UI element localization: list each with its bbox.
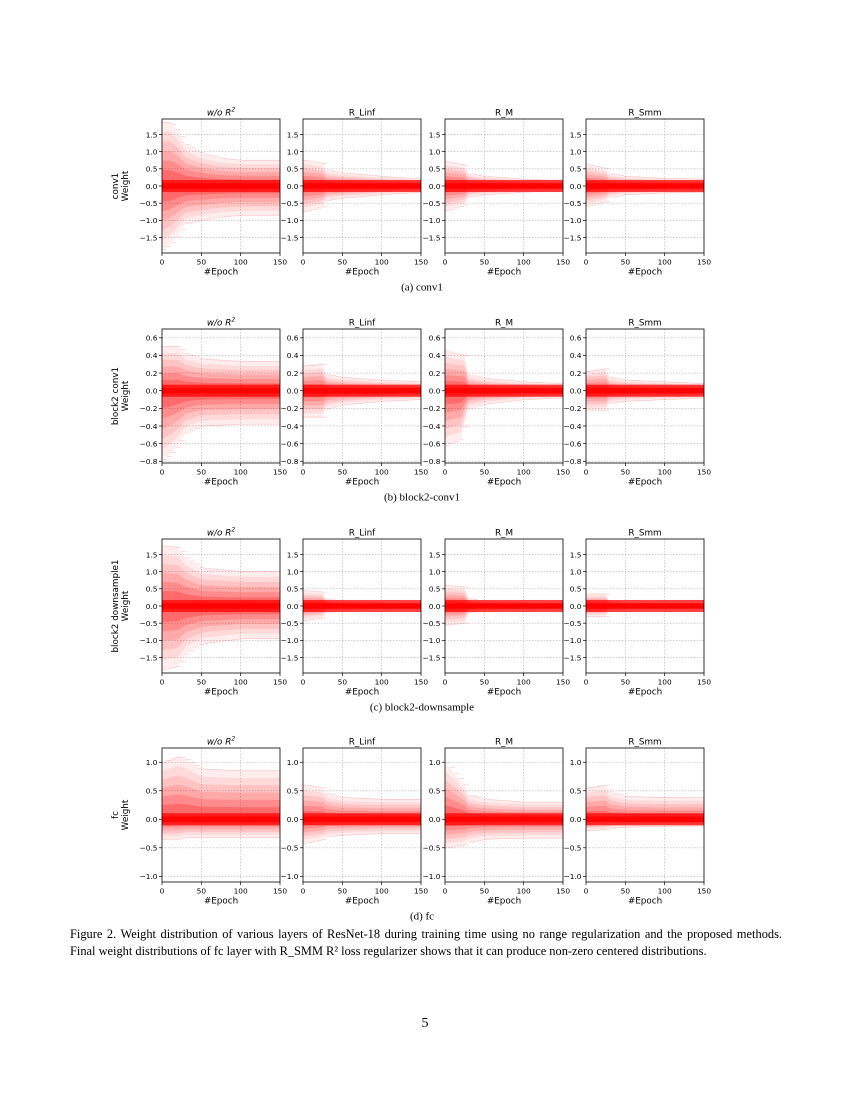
y-tick-label: −1.5 — [563, 233, 582, 243]
panel-block2-downsample-3 — [564, 529, 712, 698]
row-ylabel-line: block2 downsample1 — [111, 559, 121, 653]
subfigure-caption: (b) block2-conv1 — [383, 491, 461, 504]
x-axis-label: #Epoch — [344, 267, 380, 278]
panel-title: w/o $R^2$ — [206, 526, 236, 539]
y-tick-label: −1.5 — [280, 233, 299, 243]
x-tick-label: 100 — [233, 886, 248, 896]
y-tick-label: 0.0 — [286, 181, 299, 191]
y-tick-label: 0.0 — [145, 601, 158, 611]
panel-title: R_M — [494, 737, 514, 748]
panel-title: R_Smm — [628, 108, 662, 119]
x-tick-label: 0 — [159, 886, 165, 896]
x-tick-label: 100 — [374, 467, 389, 477]
x-tick-label: 50 — [196, 677, 207, 687]
y-tick-label: 1.0 — [428, 758, 441, 768]
y-tick-label: 0.0 — [428, 181, 441, 191]
panel-title: R_Linf — [348, 318, 376, 329]
x-tick-label: 150 — [696, 467, 712, 477]
x-tick-label: 150 — [555, 886, 571, 896]
x-tick-label: 100 — [657, 257, 672, 267]
x-tick-label: 50 — [337, 677, 348, 687]
x-tick-label: 0 — [159, 257, 165, 267]
y-tick-label: 1.5 — [145, 130, 158, 140]
x-tick-label: 100 — [374, 886, 389, 896]
y-tick-label: 0.5 — [286, 786, 299, 796]
weight-core-inner — [162, 183, 280, 188]
panel-title: R_M — [494, 528, 514, 539]
x-axis-label: #Epoch — [203, 687, 239, 698]
y-tick-label: 0.4 — [428, 351, 441, 361]
panel-title: R_Smm — [628, 318, 662, 329]
x-tick-label: 0 — [583, 467, 589, 477]
y-tick-label: 0.2 — [428, 368, 441, 378]
y-tick-label: 0.6 — [286, 333, 299, 343]
x-axis-label: #Epoch — [486, 267, 522, 278]
x-tick-label: 150 — [555, 677, 571, 687]
y-tick-label: −0.8 — [139, 457, 158, 467]
x-tick-label: 150 — [555, 467, 571, 477]
x-tick-label: 150 — [696, 677, 712, 687]
y-tick-label: 0.2 — [569, 368, 582, 378]
y-tick-label: 1.5 — [145, 550, 158, 560]
y-tick-label: 1.5 — [286, 130, 299, 140]
x-tick-label: 150 — [272, 677, 288, 687]
panel-title: R_M — [494, 108, 514, 119]
y-tick-label: 1.5 — [286, 550, 299, 560]
weight-core-inner — [586, 183, 704, 188]
x-tick-label: 50 — [620, 677, 631, 687]
x-tick-label: 50 — [479, 886, 490, 896]
y-tick-label: −1.5 — [422, 233, 441, 243]
panel-title: R_Linf — [348, 108, 376, 119]
x-tick-label: 100 — [374, 257, 389, 267]
y-tick-label: 0.0 — [286, 601, 299, 611]
y-tick-label: −1.0 — [280, 636, 299, 646]
y-tick-label: 0.0 — [569, 815, 582, 825]
y-tick-label: 0.5 — [428, 584, 441, 594]
y-tick-label: −1.0 — [422, 872, 441, 882]
x-tick-label: 150 — [272, 886, 288, 896]
x-axis-label: #Epoch — [486, 477, 522, 488]
panel-conv1-1 — [281, 109, 429, 278]
y-tick-label: −1.5 — [139, 653, 158, 663]
y-tick-label: 1.0 — [569, 147, 582, 157]
x-tick-label: 50 — [479, 467, 490, 477]
x-tick-label: 100 — [374, 677, 389, 687]
weight-core-inner — [303, 388, 421, 393]
panel-block2-conv1-0 — [140, 317, 288, 488]
weight-core-inner — [303, 817, 421, 822]
y-tick-label: 1.5 — [428, 550, 441, 560]
x-tick-label: 0 — [442, 677, 448, 687]
y-tick-label: 0.5 — [569, 584, 582, 594]
y-tick-label: −0.8 — [563, 457, 582, 467]
panel-title: w/o $R^2$ — [206, 735, 236, 748]
x-tick-label: 0 — [159, 677, 165, 687]
panel-fc-0 — [140, 736, 288, 907]
y-tick-label: 0.0 — [428, 386, 441, 396]
x-tick-label: 150 — [272, 257, 288, 267]
x-tick-label: 0 — [442, 467, 448, 477]
x-tick-label: 50 — [620, 886, 631, 896]
x-axis-label: #Epoch — [627, 477, 663, 488]
y-tick-label: −0.5 — [422, 198, 441, 208]
y-tick-label: 0.4 — [286, 351, 299, 361]
y-tick-label: 0.0 — [145, 181, 158, 191]
y-tick-label: −1.0 — [422, 216, 441, 226]
weight-core-inner — [303, 183, 421, 188]
x-tick-label: 0 — [442, 257, 448, 267]
weight-core-inner — [586, 388, 704, 393]
panel-title: R_Linf — [348, 737, 376, 748]
row-ylabel-line: Weight — [121, 590, 131, 622]
y-tick-label: −0.5 — [139, 618, 158, 628]
panel-block2-downsample-0 — [140, 527, 288, 698]
subfigure-caption: (c) block2-downsample — [369, 701, 475, 714]
x-tick-label: 50 — [196, 467, 207, 477]
x-axis-label: #Epoch — [627, 687, 663, 698]
y-tick-label: 1.0 — [145, 147, 158, 157]
x-tick-label: 100 — [657, 886, 672, 896]
y-tick-label: 0.2 — [145, 368, 158, 378]
y-tick-label: 1.0 — [569, 567, 582, 577]
y-tick-label: 1.0 — [569, 758, 582, 768]
figure-caption: Figure 2. Weight distribution of various layers of ResNet-18 during training time using no range regularization and the proposed methods. Final weight distributions of fc layer with R_SMM R² loss regularizer shows that it can produce non-zero centered distributions. — [70, 927, 782, 958]
panel-fc-3 — [564, 738, 712, 907]
y-tick-label: 0.0 — [569, 181, 582, 191]
y-tick-label: 0.4 — [569, 351, 582, 361]
panel-title: R_Linf — [348, 528, 376, 539]
x-tick-label: 50 — [196, 886, 207, 896]
y-tick-label: 1.0 — [428, 567, 441, 577]
x-axis-label: #Epoch — [203, 267, 239, 278]
y-tick-label: −0.5 — [280, 198, 299, 208]
panel-title: R_M — [494, 318, 514, 329]
y-tick-label: −1.0 — [563, 872, 582, 882]
x-tick-label: 0 — [159, 467, 165, 477]
panel-fc-1 — [281, 738, 429, 907]
x-tick-label: 100 — [516, 257, 531, 267]
y-tick-label: 0.5 — [145, 584, 158, 594]
y-tick-label: −0.5 — [280, 843, 299, 853]
x-tick-label: 150 — [555, 257, 571, 267]
weight-core-inner — [162, 603, 280, 608]
y-tick-label: 1.5 — [428, 130, 441, 140]
x-axis-label: #Epoch — [344, 896, 380, 907]
y-tick-label: −1.0 — [422, 636, 441, 646]
x-tick-label: 0 — [442, 886, 448, 896]
y-tick-label: −0.2 — [280, 404, 299, 414]
y-tick-label: −0.2 — [422, 404, 441, 414]
y-tick-label: −0.4 — [139, 421, 158, 431]
y-tick-label: −0.2 — [563, 404, 582, 414]
y-tick-label: −0.5 — [563, 198, 582, 208]
y-tick-label: 0.6 — [145, 333, 158, 343]
figure-row-fc — [111, 736, 711, 923]
weight-core-inner — [586, 603, 704, 608]
y-tick-label: 0.5 — [145, 786, 158, 796]
y-tick-label: 0.4 — [145, 351, 158, 361]
y-tick-label: −1.0 — [280, 872, 299, 882]
subfigure-caption: (a) conv1 — [401, 281, 443, 294]
x-tick-label: 0 — [583, 886, 589, 896]
y-tick-label: 0.0 — [145, 815, 158, 825]
x-axis-label: #Epoch — [627, 896, 663, 907]
x-axis-label: #Epoch — [627, 267, 663, 278]
panel-block2-downsample-1 — [281, 529, 429, 698]
y-tick-label: 0.0 — [428, 815, 441, 825]
x-axis-label: #Epoch — [203, 477, 239, 488]
x-tick-label: 0 — [300, 886, 306, 896]
panel-title: w/o $R^2$ — [206, 106, 236, 119]
panel-conv1-3 — [564, 109, 712, 278]
y-tick-label: −0.5 — [280, 618, 299, 628]
y-tick-label: −1.5 — [280, 653, 299, 663]
y-tick-label: −0.6 — [422, 439, 441, 449]
figure-row-block2-conv1 — [111, 317, 711, 504]
row-ylabel-line: Weight — [121, 799, 131, 831]
y-tick-label: 0.5 — [428, 164, 441, 174]
y-tick-label: −0.5 — [139, 843, 158, 853]
x-axis-label: #Epoch — [344, 687, 380, 698]
weight-core-inner — [586, 817, 704, 822]
x-tick-label: 100 — [657, 677, 672, 687]
x-tick-label: 100 — [516, 467, 531, 477]
x-tick-label: 50 — [479, 257, 490, 267]
x-tick-label: 100 — [233, 467, 248, 477]
x-tick-label: 50 — [196, 257, 207, 267]
x-axis-label: #Epoch — [486, 896, 522, 907]
y-tick-label: −1.0 — [139, 872, 158, 882]
row-ylabel-line: conv1 — [111, 172, 121, 200]
y-tick-label: −0.6 — [563, 439, 582, 449]
y-tick-label: 0.5 — [145, 164, 158, 174]
panel-conv1-0 — [140, 107, 288, 278]
x-tick-label: 50 — [479, 677, 490, 687]
x-tick-label: 0 — [583, 677, 589, 687]
x-axis-label: #Epoch — [486, 687, 522, 698]
y-tick-label: −1.5 — [422, 653, 441, 663]
figure-row-conv1 — [111, 107, 711, 294]
y-tick-label: −1.0 — [280, 216, 299, 226]
y-tick-label: 0.2 — [286, 368, 299, 378]
panel-block2-conv1-3 — [564, 319, 712, 488]
weight-core-inner — [445, 603, 563, 608]
y-tick-label: −0.5 — [422, 843, 441, 853]
y-tick-label: 1.0 — [286, 567, 299, 577]
weight-core-inner — [445, 183, 563, 188]
y-tick-label: −0.5 — [139, 198, 158, 208]
x-tick-label: 100 — [516, 886, 531, 896]
panel-title: R_Smm — [628, 737, 662, 748]
y-tick-label: 0.0 — [428, 601, 441, 611]
x-tick-label: 0 — [300, 467, 306, 477]
x-tick-label: 50 — [337, 886, 348, 896]
panel-fc-2 — [423, 738, 571, 907]
y-tick-label: 0.0 — [286, 386, 299, 396]
figure-row-block2-downsample — [111, 527, 711, 714]
x-tick-label: 100 — [657, 467, 672, 477]
weight-core-inner — [303, 603, 421, 608]
x-tick-label: 0 — [300, 257, 306, 267]
y-tick-label: 0.0 — [569, 386, 582, 396]
row-ylabel-line: Weight — [121, 170, 131, 202]
panel-block2-conv1-2 — [423, 319, 571, 488]
y-tick-label: 1.0 — [286, 758, 299, 768]
y-tick-label: 0.6 — [569, 333, 582, 343]
y-tick-label: 1.0 — [145, 758, 158, 768]
y-tick-label: 1.0 — [145, 567, 158, 577]
weight-core-inner — [445, 388, 563, 393]
x-tick-label: 100 — [233, 257, 248, 267]
y-tick-label: 0.5 — [428, 786, 441, 796]
x-tick-label: 50 — [620, 257, 631, 267]
weight-core-inner — [162, 817, 280, 822]
panel-block2-conv1-1 — [281, 319, 429, 488]
panel-block2-downsample-2 — [423, 529, 571, 698]
y-tick-label: −1.5 — [139, 233, 158, 243]
y-tick-label: 0.6 — [428, 333, 441, 343]
y-tick-label: −0.8 — [280, 457, 299, 467]
x-tick-label: 100 — [516, 677, 531, 687]
x-axis-label: #Epoch — [344, 477, 380, 488]
y-tick-label: 1.0 — [286, 147, 299, 157]
y-tick-label: 0.5 — [286, 584, 299, 594]
x-axis-label: #Epoch — [203, 896, 239, 907]
y-tick-label: 0.0 — [286, 815, 299, 825]
panel-title: R_Smm — [628, 528, 662, 539]
y-tick-label: −0.5 — [422, 618, 441, 628]
y-tick-label: −0.5 — [563, 843, 582, 853]
x-tick-label: 50 — [337, 257, 348, 267]
y-tick-label: 0.0 — [145, 386, 158, 396]
x-tick-label: 50 — [337, 467, 348, 477]
y-tick-label: 1.0 — [428, 147, 441, 157]
panel-title: w/o $R^2$ — [206, 316, 236, 329]
y-tick-label: −0.8 — [422, 457, 441, 467]
y-tick-label: −0.4 — [280, 421, 299, 431]
weight-core-inner — [162, 388, 280, 393]
y-tick-label: 0.0 — [569, 601, 582, 611]
panel-conv1-2 — [423, 109, 571, 278]
row-ylabel-line: Weight — [121, 380, 131, 412]
x-tick-label: 0 — [300, 677, 306, 687]
y-tick-label: −0.2 — [139, 404, 158, 414]
row-ylabel-line: block2 conv1 — [111, 366, 121, 426]
y-tick-label: 1.5 — [569, 550, 582, 560]
x-tick-label: 0 — [583, 257, 589, 267]
weight-core-inner — [445, 817, 563, 822]
x-tick-label: 50 — [620, 467, 631, 477]
x-tick-label: 150 — [272, 467, 288, 477]
y-tick-label: −0.6 — [280, 439, 299, 449]
x-tick-label: 150 — [413, 886, 429, 896]
y-tick-label: 0.5 — [569, 786, 582, 796]
x-tick-label: 150 — [696, 886, 712, 896]
y-tick-label: −0.4 — [422, 421, 441, 431]
x-tick-label: 100 — [233, 677, 248, 687]
row-ylabel-line: fc — [111, 811, 121, 819]
y-tick-label: 0.5 — [286, 164, 299, 174]
y-tick-label: −0.6 — [139, 439, 158, 449]
y-tick-label: −1.5 — [563, 653, 582, 663]
x-tick-label: 150 — [413, 257, 429, 267]
y-tick-label: −1.0 — [139, 216, 158, 226]
y-tick-label: −1.0 — [563, 636, 582, 646]
page-number: 5 — [421, 1016, 429, 1031]
subfigure-caption: (d) fc — [409, 910, 435, 923]
y-tick-label: −0.4 — [563, 421, 582, 431]
y-tick-label: 1.5 — [569, 130, 582, 140]
y-tick-label: −0.5 — [563, 618, 582, 628]
y-tick-label: −1.0 — [139, 636, 158, 646]
x-tick-label: 150 — [413, 677, 429, 687]
y-tick-label: 0.5 — [569, 164, 582, 174]
x-tick-label: 150 — [413, 467, 429, 477]
x-tick-label: 150 — [696, 257, 712, 267]
y-tick-label: −1.0 — [563, 216, 582, 226]
